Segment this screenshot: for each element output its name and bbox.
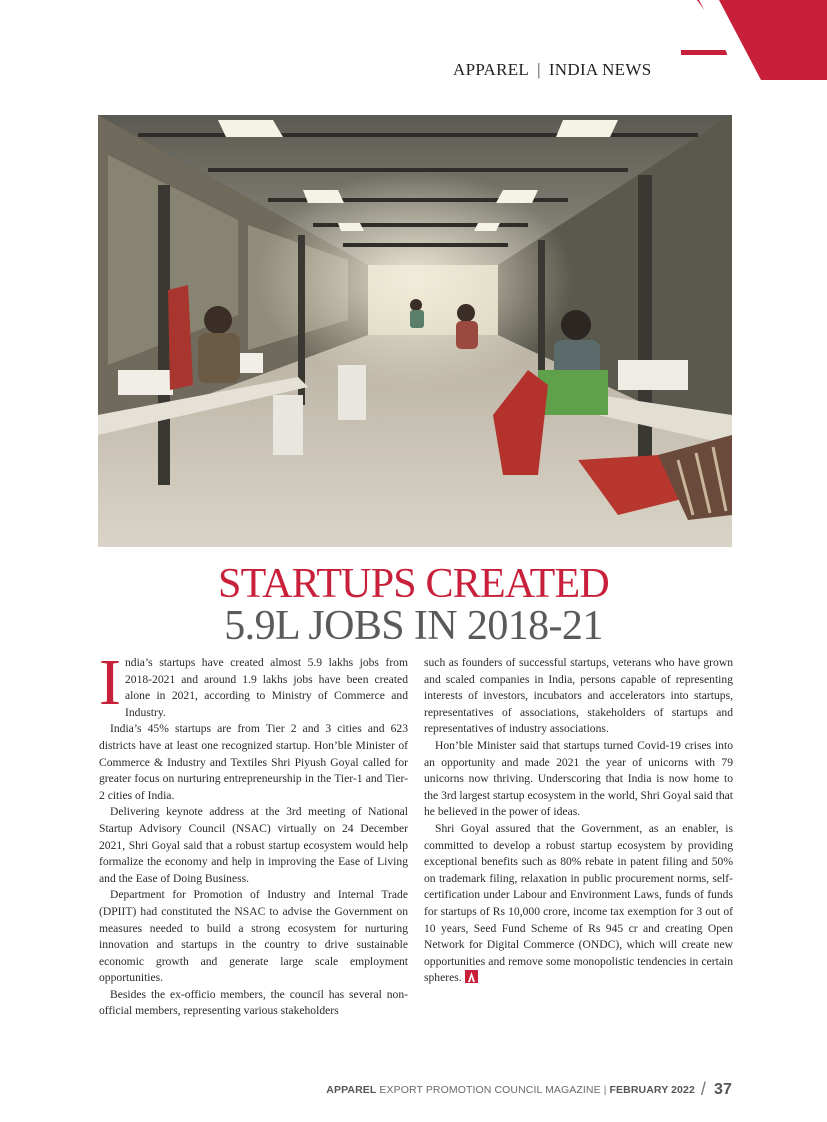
drop-cap: I <box>99 646 121 719</box>
paragraph: Hon’ble Minister said that startups turned Covid-19 crises into an opportunity and made 2021 the year of unicorns with 79 unicorns now thriving. Underscoring that India is now home to the 3rd largest startup ecosystem in the world, Shri Goyal said that he believed in the power of ideas. <box>424 738 733 819</box>
category-label: INDIA NEWS <box>548 60 652 79</box>
footer-slash: / <box>700 1079 706 1099</box>
footer-issue: FEBRUARY 2022 <box>609 1084 695 1096</box>
paragraph: India’s startups have created almost 5.9 lakhs jobs from 2018-2021 and around 1.9 lakhs jobs have been created alone in 2021, according to Ministry of Commerce and Industry. <box>99 646 408 719</box>
paragraph: Department for Promotion of Industry and Internal Trade (DPIIT) had constituted the NSAC to advise the Government on measures needed to build a strong ecosystem for nurturing innovation and startups in the country to drive sustainable economic growth and generate large scale employment opportunities. <box>99 888 408 985</box>
factory-photo-illustration <box>98 115 732 547</box>
page-number: 37 <box>714 1081 732 1098</box>
corner-logo-decoration <box>677 0 827 80</box>
footer-brand: APPAREL <box>326 1084 377 1096</box>
paragraph: Besides the ex-officio members, the council has several non-official members, representing various stakeholders <box>99 987 408 1018</box>
paragraph: Shri Goyal assured that the Government, as an enabler, is committed to develop a robust startup ecosystem by providing exceptional benefits such as 80% rebate in patent filing and 50% on trademark filing, relaxation in public procurement norms, self-certification under Labour and Environment Laws, funds of funds for startups of Rs 10,000 crore, income tax exemption for 3 out of 10 years, Seed Fund Scheme of Rs 945 cr and creating Open Network for Digital Commerce (ONDC), which will create new opportunities and remove some monopolistic tendencies in certain spheres. <box>424 821 733 985</box>
header-divider: | <box>537 60 541 79</box>
end-of-article-icon <box>465 970 478 983</box>
footer-divider: | <box>603 1084 607 1096</box>
article-title-line1: STARTUPS CREATED <box>218 561 609 607</box>
paragraph: such as founders of successful startups, veterans who have grown and scaled companies in India, persons capable of representing interests of investors, incubators and accelerators into startups, representatives of associations, stakeholders of startups and representatives of industry associations. <box>424 656 733 736</box>
section-header <box>453 60 651 80</box>
factory-photo <box>98 115 732 547</box>
footer-magazine: EXPORT PROMOTION COUNCIL MAGAZINE <box>379 1084 601 1096</box>
paragraph: Delivering keynote address at the 3rd meeting of National Startup Advisory Council (NSAC) virtually on 24 December 2021, Shri Goyal said that a robust startup ecosystem would help formalize the economy and help in improving the Ease of Living and the Ease of Doing Business. <box>99 805 408 885</box>
article-title-line2: 5.9L JOBS IN 2018-21 <box>224 603 603 649</box>
paragraph: India’s 45% startups are from Tier 2 and 3 cities and 623 districts have at least one recognized startup. Hon’ble Minister of Commerce & Industry and Textiles Shri Piyush Goyal called for greater focus on nurturing entrepreneurship in the Tier-1 and Tier-2 cities of India. <box>99 722 408 802</box>
article-column-left <box>99 646 408 1020</box>
section-label: APPAREL <box>453 60 530 79</box>
article-column-right <box>424 655 733 987</box>
page-footer <box>326 1079 732 1100</box>
